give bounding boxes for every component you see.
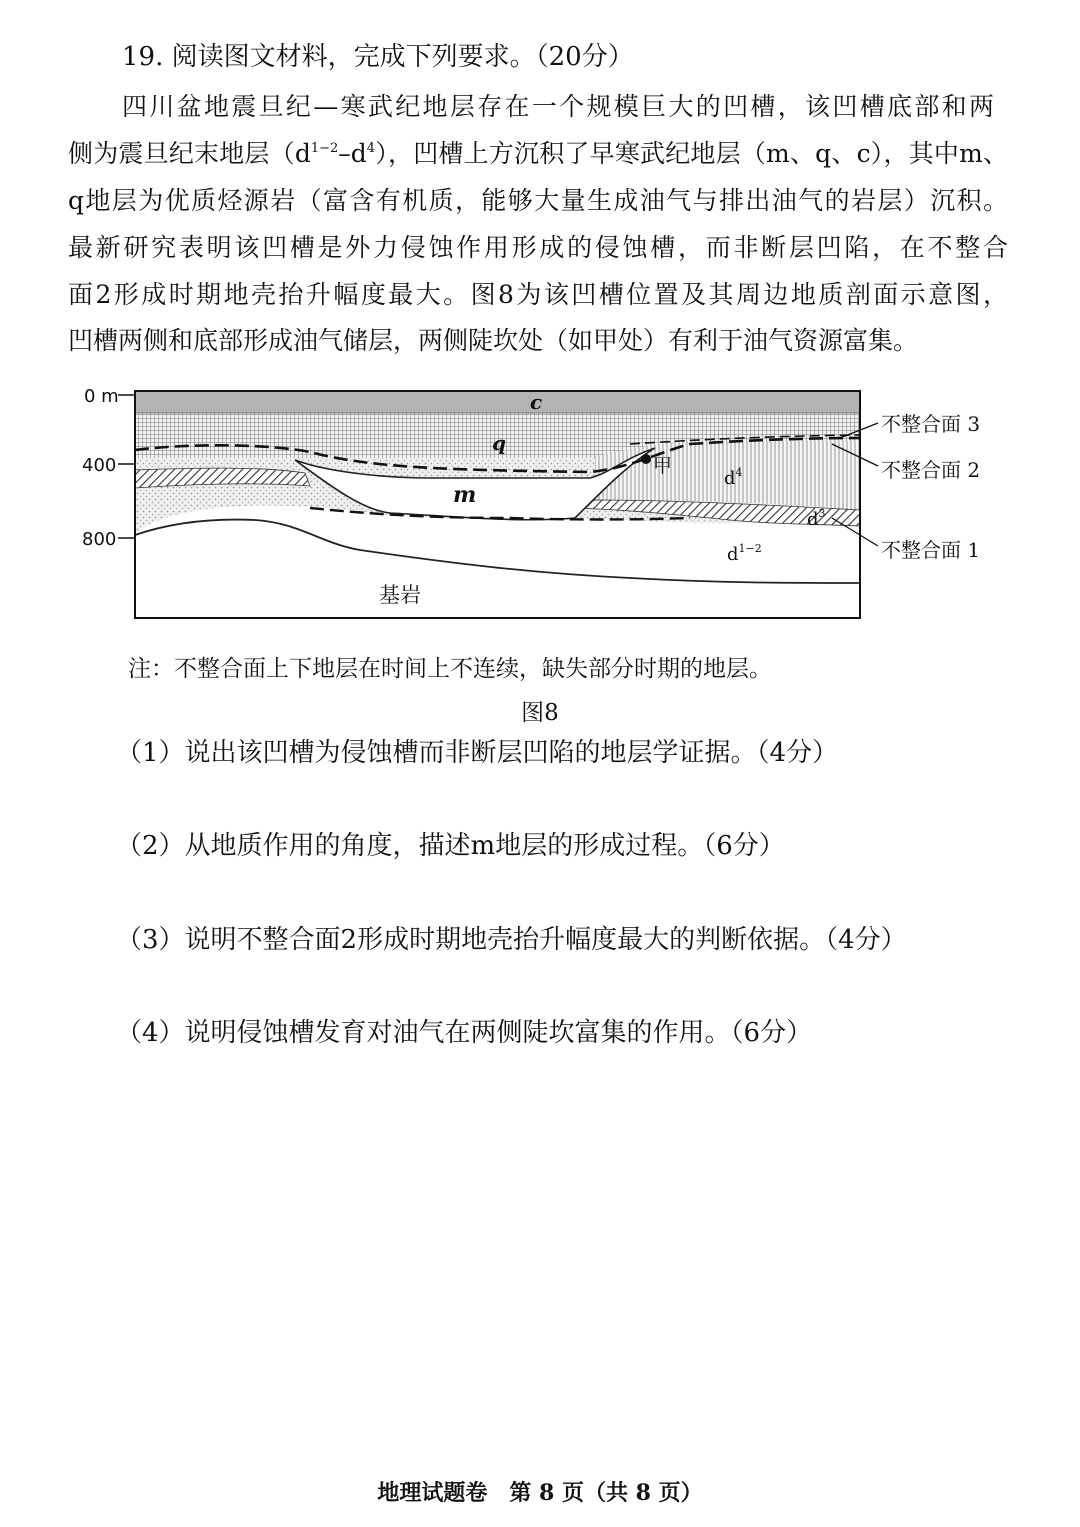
figure-note: 注：不整合面上下地层在时间上不连续，缺失部分时期的地层。	[128, 656, 772, 682]
material-line-4: 最新研究表明该凹槽是外力侵蚀作用形成的侵蚀槽，而非断层凹陷，在不整合	[68, 233, 1008, 262]
label-unconformity-2: 不整合面 2	[881, 458, 981, 482]
label-bedrock: 基岩	[379, 583, 421, 607]
depth-label-0: 0 m	[84, 386, 119, 407]
figure-caption: 图8	[521, 700, 559, 726]
label-d4: $d^4$	[724, 466, 743, 489]
label-q: q	[492, 431, 506, 455]
sub-question-1: （1）说出该凹槽为侵蚀槽而非断层凹陷的地层学证据。（4分）	[116, 738, 839, 768]
sub-question-4: （4）说明侵蚀槽发育对油气在两侧陡坎富集的作用。（6分）	[116, 1018, 813, 1048]
layer-c-area	[135, 391, 860, 413]
label-unconformity-3: 不整合面 3	[881, 412, 981, 436]
sub-question-2: （2）从地质作用的角度，描述m地层的形成过程。（6分）	[116, 831, 785, 861]
geologic-cross-section	[70, 378, 1010, 628]
material-line-3: q地层为优质烃源岩（富含有机质，能够大量生成油气与排出油气的岩层）沉积。	[68, 186, 1008, 215]
material-line-2: 侧为震旦纪末地层$(d^{1-2}-d^4)$，凹槽上方沉积了早寒武纪地层（m、q、c），其中m、	[68, 139, 1008, 168]
label-unconformity-1: 不整合面 1	[881, 538, 981, 562]
question-title: 19. 阅读图文材料，完成下列要求。（20分）	[122, 42, 634, 72]
material-line-1: 四川盆地震旦纪—寒武纪地层存在一个规模巨大的凹槽，该凹槽底部和两	[122, 92, 994, 121]
material-line-6: 凹槽两侧和底部形成油气储层，两侧陡坎处（如甲处）有利于油气资源富集。	[68, 326, 919, 355]
label-d3: $d^3$	[807, 507, 826, 530]
bedrock-area	[135, 520, 860, 618]
material-line-5: 面2形成时期地壳抬升幅度最大。图8为该凹槽位置及其周边地质剖面示意图，	[68, 280, 1008, 309]
depth-label-800: 800	[82, 529, 117, 550]
sub-question-3: （3）说明不整合面2形成时期地壳抬升幅度最大的判断依据。（4分）	[116, 925, 907, 955]
point-jia-marker	[641, 454, 651, 464]
label-d12: $d^{1-2}$	[727, 542, 762, 565]
page-footer: 地理试题卷 第 8 页（共 8 页）	[377, 1480, 703, 1506]
label-m: m	[453, 482, 477, 508]
point-jia-label: 甲	[653, 455, 673, 477]
label-c: c	[530, 390, 543, 414]
depth-label-400: 400	[82, 455, 117, 476]
